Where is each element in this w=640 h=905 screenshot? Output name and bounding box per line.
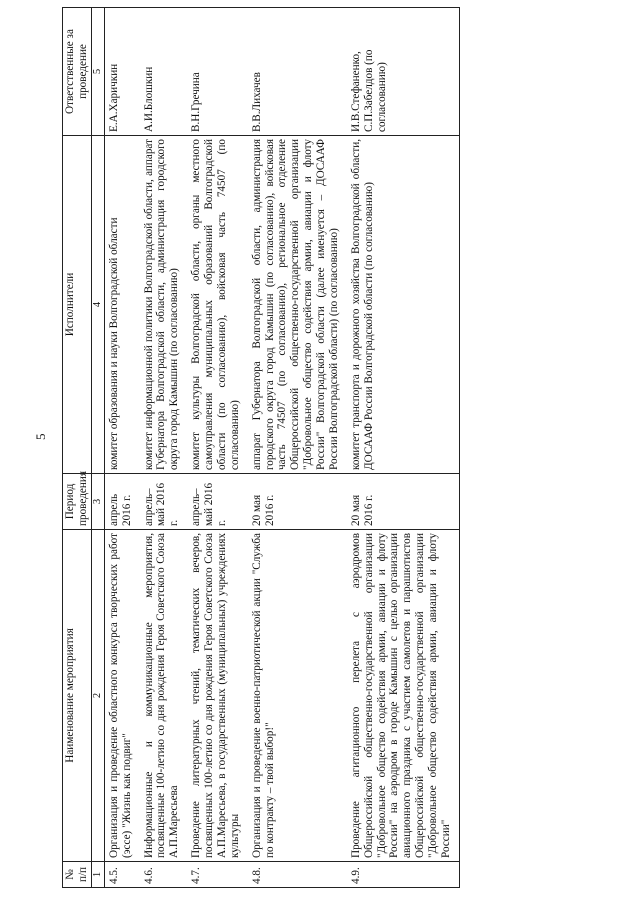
column-index: 2 <box>91 530 104 862</box>
row-name: Информационные и коммуникационные мероприятия, посвященные 100-летию со дня рождения Героя Советского Союза А.П.Маресьева <box>140 530 188 862</box>
header-period: Период проведения <box>63 474 92 530</box>
row-responsible: В.В.Лихачев <box>248 8 347 136</box>
row-num: 4.5. <box>104 862 139 888</box>
row-num: 4.7. <box>187 862 248 888</box>
table-row <box>140 8 188 888</box>
row-name: Организация и проведение областного конкурса творческих работ (эссе) "Жизнь как подвиг" <box>104 530 139 862</box>
row-num: 4.9. <box>347 862 460 888</box>
row-period: 20 мая 2016 г. <box>248 474 347 530</box>
row-executors: комитет информационной политики Волгоградской области, аппарат Губернатора Волгоградской области, администрация городского округа город Камышин (по согласованию) <box>140 136 188 474</box>
row-period: апрель 2016 г. <box>104 474 139 530</box>
row-executors: комитет транспорта и дорожного хозяйства Волгоградской области, ДОСААФ России Волгоградской области (по согласованию) <box>347 136 460 474</box>
row-num: 4.8. <box>248 862 347 888</box>
row-name: Организация и проведение военно-патриотической акции "Служба по контракту – твой выбор!" <box>248 530 347 862</box>
page-number: 5 <box>33 433 48 440</box>
events-table <box>62 7 460 888</box>
header-name: Наименование мероприятия <box>63 530 92 862</box>
table-row <box>187 8 248 888</box>
header-num: № п/п <box>63 862 92 888</box>
row-period: апрель–май 2016 г. <box>187 474 248 530</box>
row-period: апрель–май 2016 г. <box>140 474 188 530</box>
row-name: Проведение литературных чтений, тематических вечеров, посвященных 100-летию со дня рождения Героя Советского Союза А.П.Маресьева, в государственных (муниципальных) учреждениях культуры <box>187 530 248 862</box>
row-responsible: В.Н.Гречина <box>187 8 248 136</box>
rotated-table-container <box>62 8 622 888</box>
row-period: 20 мая 2016 г. <box>347 474 460 530</box>
table-header-row <box>63 8 92 888</box>
table-row <box>248 8 347 888</box>
row-responsible: Е.А.Харичкин <box>104 8 139 136</box>
row-responsible: А.И.Блошкин <box>140 8 188 136</box>
column-index-row <box>91 8 104 888</box>
column-index: 1 <box>91 862 104 888</box>
header-responsible: Ответственные за проведение <box>63 8 92 136</box>
column-index: 3 <box>91 474 104 530</box>
row-name: Проведение агитационного перелета с аэродромов Общероссийской общественно-государственной организации "Добровольное общество содействия армии, авиации и флоту России" на аэродром в городе Камышин с целью организации авиационного праздника с участием самолетов и парашютистов Общероссийской общественно-государственной организации "Добровольное общество содействия армии, авиации и флоту России" <box>347 530 460 862</box>
row-executors: аппарат Губернатора Волгоградской области, администрация городского округа город Камышин (по согласованию), войсковая часть 74507 (по согласованию), региональное отделение Общероссийской общественно-государственной организации "Добровольное общество содействия армии, авиации и флоту России" Волгоградской области (далее именуется – ДОСААФ России Волгоградской области) (по согласованию) <box>248 136 347 474</box>
table-row <box>104 8 139 888</box>
column-index: 5 <box>91 8 104 136</box>
row-responsible: И.В.Стефаненко, С.П.Забелдов (по согласованию) <box>347 8 460 136</box>
row-executors: комитет культуры Волгоградской области, органы местного самоуправления муниципальных образований Волгоградской области (по согласованию), войсковая часть 74507 (по согласованию) <box>187 136 248 474</box>
row-executors: комитет образования и науки Волгоградской области <box>104 136 139 474</box>
header-executors: Исполнители <box>63 136 92 474</box>
table-row <box>347 8 460 888</box>
column-index: 4 <box>91 136 104 474</box>
row-num: 4.6. <box>140 862 188 888</box>
